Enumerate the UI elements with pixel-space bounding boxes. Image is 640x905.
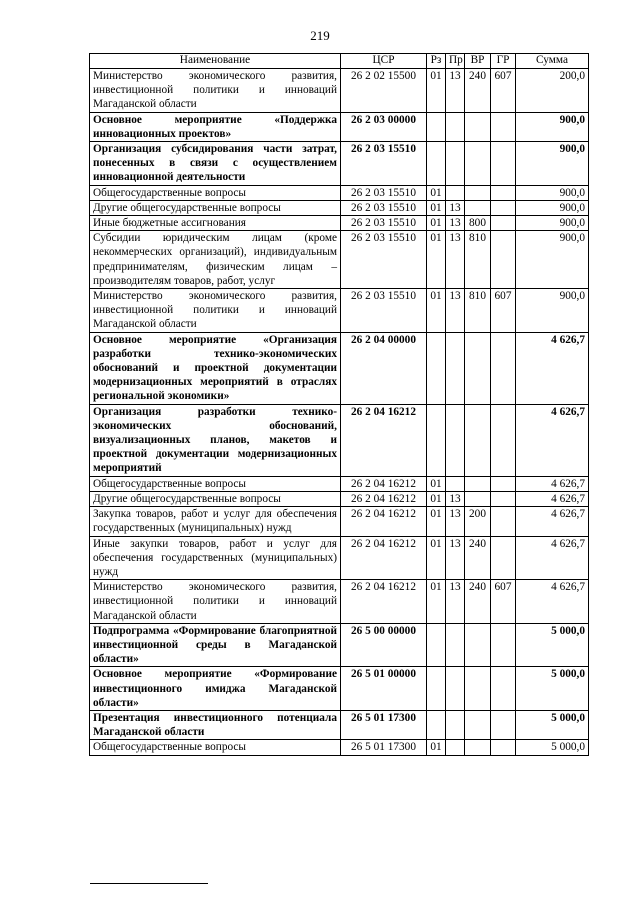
cell-vr: 200 <box>465 507 491 536</box>
cell-name: Министерство экономического развития, инвестиционной политики и инноваций Магаданской области <box>90 580 341 624</box>
header-rz: Рз <box>427 54 446 69</box>
cell-csr: 26 5 01 00000 <box>341 667 427 711</box>
cell-name: Общегосударственные вопросы <box>90 476 341 491</box>
cell-vr: 240 <box>465 580 491 624</box>
footnote-divider <box>90 883 208 884</box>
cell-rz <box>427 404 446 476</box>
cell-gr <box>491 740 516 755</box>
cell-csr: 26 5 01 17300 <box>341 710 427 739</box>
table-row <box>90 476 589 491</box>
table-row <box>90 623 589 667</box>
cell-name: Иные закупки товаров, работ и услуг для обеспечения государственных (муниципальных) нужд <box>90 536 341 580</box>
cell-sum: 4 626,7 <box>516 507 589 536</box>
table-row <box>90 69 589 113</box>
table-row <box>90 142 589 186</box>
table-row <box>90 667 589 711</box>
cell-name: Другие общегосударственные вопросы <box>90 491 341 506</box>
table-row <box>90 404 589 476</box>
cell-vr <box>465 332 491 404</box>
header-pr: Пр <box>446 54 465 69</box>
cell-pr: 13 <box>446 69 465 113</box>
table-row <box>90 216 589 231</box>
cell-rz: 01 <box>427 231 446 289</box>
cell-vr <box>465 476 491 491</box>
cell-name: Организация субсидирования части затрат, понесенных в связи с осуществлением инновационной деятельности <box>90 142 341 186</box>
cell-name: Другие общегосударственные вопросы <box>90 200 341 215</box>
cell-sum: 5 000,0 <box>516 623 589 667</box>
cell-vr: 240 <box>465 69 491 113</box>
cell-pr: 13 <box>446 507 465 536</box>
header-gr: ГР <box>491 54 516 69</box>
page-number: 219 <box>310 28 330 43</box>
cell-vr <box>465 740 491 755</box>
cell-csr: 26 2 04 00000 <box>341 332 427 404</box>
cell-rz: 01 <box>427 69 446 113</box>
cell-sum: 4 626,7 <box>516 476 589 491</box>
cell-rz: 01 <box>427 216 446 231</box>
cell-gr <box>491 200 516 215</box>
cell-gr: 607 <box>491 580 516 624</box>
cell-vr <box>465 710 491 739</box>
cell-rz: 01 <box>427 185 446 200</box>
table-row <box>90 710 589 739</box>
cell-csr: 26 2 04 16212 <box>341 507 427 536</box>
cell-name: Общегосударственные вопросы <box>90 185 341 200</box>
cell-name: Основное мероприятие «Формирование инвестиционного имиджа Магаданской области» <box>90 667 341 711</box>
cell-gr <box>491 710 516 739</box>
cell-pr: 13 <box>446 491 465 506</box>
table-row <box>90 231 589 289</box>
cell-rz: 01 <box>427 507 446 536</box>
cell-gr <box>491 112 516 141</box>
cell-sum: 4 626,7 <box>516 580 589 624</box>
table-row <box>90 740 589 755</box>
cell-csr: 26 2 04 16212 <box>341 580 427 624</box>
cell-rz <box>427 710 446 739</box>
cell-rz: 01 <box>427 289 446 333</box>
cell-gr <box>491 404 516 476</box>
header-vr: ВР <box>465 54 491 69</box>
table-body <box>90 69 589 756</box>
cell-rz: 01 <box>427 476 446 491</box>
cell-vr: 800 <box>465 216 491 231</box>
cell-name: Основное мероприятие «Поддержка инновационных проектов» <box>90 112 341 141</box>
cell-vr: 810 <box>465 289 491 333</box>
cell-rz <box>427 623 446 667</box>
cell-name: Министерство экономического развития, инвестиционной политики и инноваций Магаданской области <box>90 289 341 333</box>
cell-pr: 13 <box>446 580 465 624</box>
cell-csr: 26 2 03 15510 <box>341 200 427 215</box>
cell-name: Субсидии юридическим лицам (кроме некоммерческих организаций), индивидуальным предпринимателям, физическим лицам – производителям товаров, работ, услуг <box>90 231 341 289</box>
cell-rz: 01 <box>427 536 446 580</box>
cell-gr <box>491 536 516 580</box>
table-row <box>90 491 589 506</box>
cell-gr <box>491 216 516 231</box>
cell-sum: 4 626,7 <box>516 332 589 404</box>
cell-pr: 13 <box>446 200 465 215</box>
cell-gr <box>491 185 516 200</box>
cell-name: Основное мероприятие «Организация разработки технико-экономических обоснований и проектной документации модернизационных мероприятий в отраслях региональной экономики» <box>90 332 341 404</box>
cell-csr: 26 2 03 15510 <box>341 142 427 186</box>
cell-name: Министерство экономического развития, инвестиционной политики и инноваций Магаданской области <box>90 69 341 113</box>
cell-rz <box>427 142 446 186</box>
cell-sum: 900,0 <box>516 200 589 215</box>
cell-sum: 4 626,7 <box>516 536 589 580</box>
cell-sum: 5 000,0 <box>516 740 589 755</box>
table-row <box>90 112 589 141</box>
cell-sum: 5 000,0 <box>516 667 589 711</box>
cell-pr: 13 <box>446 231 465 289</box>
cell-csr: 26 2 03 15510 <box>341 185 427 200</box>
table-row <box>90 289 589 333</box>
cell-sum: 900,0 <box>516 289 589 333</box>
cell-vr <box>465 112 491 141</box>
cell-name: Закупка товаров, работ и услуг для обеспечения государственных (муниципальных) нужд <box>90 507 341 536</box>
cell-sum: 900,0 <box>516 231 589 289</box>
cell-pr: 13 <box>446 216 465 231</box>
cell-gr: 607 <box>491 289 516 333</box>
cell-sum: 900,0 <box>516 216 589 231</box>
cell-sum: 900,0 <box>516 112 589 141</box>
cell-csr: 26 2 04 16212 <box>341 491 427 506</box>
cell-pr <box>446 142 465 186</box>
cell-rz: 01 <box>427 491 446 506</box>
table-row <box>90 200 589 215</box>
cell-gr <box>491 667 516 711</box>
cell-csr: 26 2 04 16212 <box>341 476 427 491</box>
cell-vr: 810 <box>465 231 491 289</box>
cell-pr <box>446 740 465 755</box>
cell-csr: 26 5 00 00000 <box>341 623 427 667</box>
cell-csr: 26 2 04 16212 <box>341 404 427 476</box>
cell-sum: 900,0 <box>516 142 589 186</box>
table-row <box>90 185 589 200</box>
cell-gr <box>491 332 516 404</box>
header-csr: ЦСР <box>341 54 427 69</box>
cell-pr <box>446 623 465 667</box>
cell-csr: 26 2 02 15500 <box>341 69 427 113</box>
cell-pr: 13 <box>446 536 465 580</box>
header-sum: Сумма <box>516 54 589 69</box>
cell-name: Презентация инвестиционного потенциала Магаданской области <box>90 710 341 739</box>
cell-rz <box>427 112 446 141</box>
cell-csr: 26 2 03 15510 <box>341 231 427 289</box>
cell-pr <box>446 710 465 739</box>
cell-rz: 01 <box>427 580 446 624</box>
cell-pr <box>446 476 465 491</box>
cell-vr: 240 <box>465 536 491 580</box>
cell-name: Подпрограмма «Формирование благоприятной инвестиционной среды в Магаданской области» <box>90 623 341 667</box>
cell-gr <box>491 476 516 491</box>
cell-rz <box>427 667 446 711</box>
cell-vr <box>465 142 491 186</box>
cell-pr <box>446 332 465 404</box>
cell-csr: 26 2 03 00000 <box>341 112 427 141</box>
cell-sum: 900,0 <box>516 185 589 200</box>
cell-pr <box>446 404 465 476</box>
table-row <box>90 332 589 404</box>
cell-rz <box>427 332 446 404</box>
cell-gr <box>491 142 516 186</box>
cell-pr <box>446 112 465 141</box>
cell-gr <box>491 231 516 289</box>
table-row <box>90 580 589 624</box>
cell-vr <box>465 200 491 215</box>
cell-vr <box>465 667 491 711</box>
cell-pr <box>446 667 465 711</box>
cell-name: Иные бюджетные ассигнования <box>90 216 341 231</box>
cell-pr: 13 <box>446 289 465 333</box>
cell-csr: 26 2 03 15510 <box>341 216 427 231</box>
cell-gr: 607 <box>491 69 516 113</box>
cell-name: Общегосударственные вопросы <box>90 740 341 755</box>
table-row <box>90 507 589 536</box>
cell-sum: 4 626,7 <box>516 404 589 476</box>
cell-gr <box>491 491 516 506</box>
cell-rz: 01 <box>427 200 446 215</box>
cell-vr <box>465 623 491 667</box>
budget-table <box>89 53 589 756</box>
cell-csr: 26 2 03 15510 <box>341 289 427 333</box>
cell-gr <box>491 507 516 536</box>
table-row <box>90 536 589 580</box>
cell-sum: 200,0 <box>516 69 589 113</box>
cell-rz: 01 <box>427 740 446 755</box>
table-header-row <box>90 54 589 69</box>
cell-sum: 4 626,7 <box>516 491 589 506</box>
cell-sum: 5 000,0 <box>516 710 589 739</box>
cell-vr <box>465 404 491 476</box>
cell-name: Организация разработки технико-экономических обоснований, визуализационных планов, макетов и проектной документации модернизационных мероприятий <box>90 404 341 476</box>
cell-vr <box>465 185 491 200</box>
cell-csr: 26 5 01 17300 <box>341 740 427 755</box>
cell-vr <box>465 491 491 506</box>
cell-gr <box>491 623 516 667</box>
cell-pr <box>446 185 465 200</box>
cell-csr: 26 2 04 16212 <box>341 536 427 580</box>
header-name: Наименование <box>90 54 341 69</box>
